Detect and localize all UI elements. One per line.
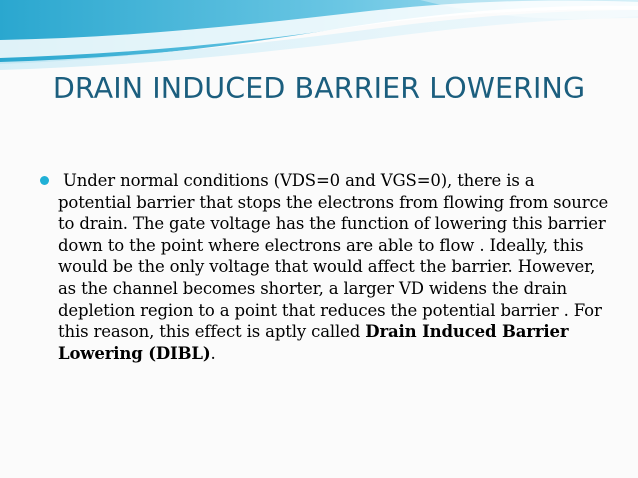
body-text: Under normal conditions (VDS=0 and VGS=0), there is a potential barrier that stops the electrons from flowing from source to drain. The gate voltage has the function of lowering this barrier down to the point where electrons are able to flow . Ideally, this would be the only voltage that would affect the barrier. However, as the channel becomes shorter, a larger VD widens the drain depletion region to a point that reduces the potential barrier . For this reason, this effect is aptly called [58, 171, 609, 342]
bullet-paragraph [40, 170, 610, 364]
bold-term: Drain Induced Barrier Lowering (DIBL) [58, 322, 569, 363]
slide-body [40, 170, 610, 364]
bullet-dot-icon [40, 176, 49, 185]
slide-title: DRAIN INDUCED BARRIER LOWERING [52, 72, 586, 105]
trailing-period: . [210, 343, 216, 363]
